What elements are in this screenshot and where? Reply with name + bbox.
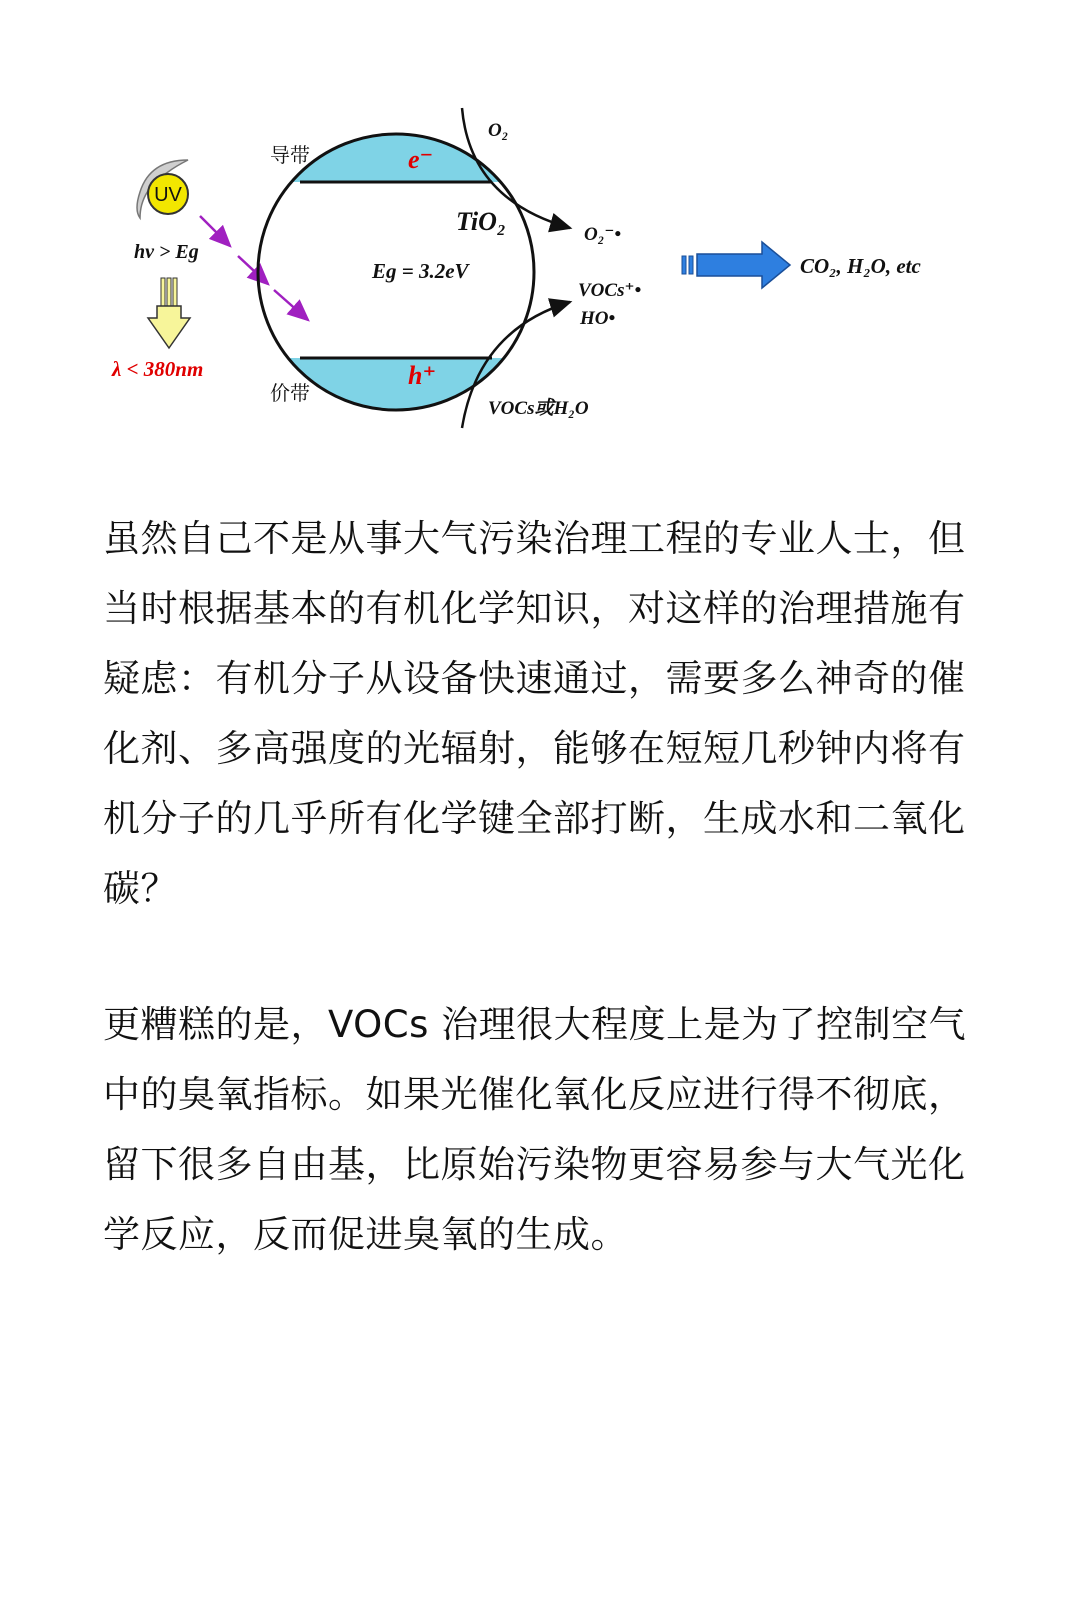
band-gap-label: Eg = 3.2eV xyxy=(372,259,469,283)
oxygen-in-label: O₂ xyxy=(488,120,509,141)
product-arrow-icon xyxy=(682,242,790,288)
reactants-label: VOCs或H₂O xyxy=(488,398,589,419)
wavelength-label: λ < 380nm xyxy=(112,357,204,381)
valence-band-label: 价带 xyxy=(270,381,310,405)
paragraph-ozone: 更糟糕的是，VOCs 治理很大程度上是为了控制空气中的臭氧指标。如果光催化氧化反应进行得不彻底，留下很多自由基，比原始污染物更容易参与大气光化学反应，反而促进臭氧的生成。 xyxy=(103,1003,967,1256)
products-label: CO₂, H₂O, etc xyxy=(800,254,921,278)
hydroxyl-radical-label: HO• xyxy=(580,308,616,329)
uv-label: UV xyxy=(154,184,182,206)
down-arrow-icon xyxy=(148,278,190,348)
hole-label: h⁺ xyxy=(408,361,437,390)
vocs-radical-label: VOCs⁺• xyxy=(578,280,642,301)
electron-label: e⁻ xyxy=(408,145,434,174)
conduction-band-label: 导带 xyxy=(270,143,310,167)
tio2-photocatalysis-diagram xyxy=(0,0,1080,470)
superoxide-label: O₂⁻• xyxy=(584,224,622,245)
photon-energy-label: hν > Eg xyxy=(134,241,199,263)
light-rays xyxy=(200,216,308,320)
material-label: TiO₂ xyxy=(456,207,506,236)
paragraph-doubts: 虽然自己不是从事大气污染治理工程的专业人士，但当时根据基本的有机化学知识，对这样的治理措施有疑虑：有机分子从设备快速通过，需要多么神奇的催化剂、多高强度的光辐射，能够在短短几秒钟内将有机分子的几乎所有化学键全部打断，生成水和二氧化碳？ xyxy=(103,517,966,910)
